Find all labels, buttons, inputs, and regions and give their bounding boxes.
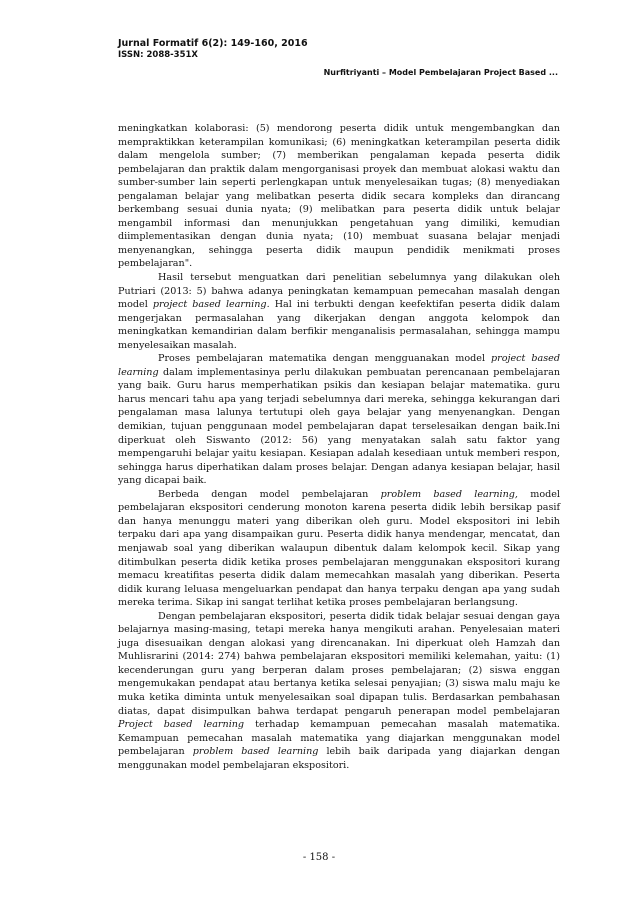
paragraph bbox=[118, 610, 560, 773]
text-run: meningkatkan kolaborasi: (5) mendorong peserta didik untuk mengembangkan dan mempraktikkan keterampilan komunikasi; (6) meningkatkan keterampilan peserta didik dalam mengelola sumber; (7) memberikan pengalaman kepada peserta didik pembelajaran dan praktik dalam mengorganisasi proyek dan membuat alokasi waktu dan sumber-sumber lain seperti perlengkapan untuk menyelesaikan tugas; (8) menyediakan pengalaman belajar yang melibatkan peserta didik secara kompleks dan dirancang berkembang sesuai dunia nyata; (9) melibatkan para peserta didik untuk belajar mengambil informasi dan menunjukkan pengetahuan yang dimiliki, kemudian diimplementasikan dengan dunia nyata; (10) membuat suasana belajar menjadi menyenangkan, sehingga peserta didik maupun pendidik menikmati proses pembelajaran". bbox=[118, 123, 560, 270]
paragraph bbox=[118, 352, 560, 487]
text-run: Proses pembelajaran matematika dengan mengguanakan model bbox=[158, 353, 492, 365]
paragraph bbox=[118, 122, 560, 271]
article-body bbox=[118, 122, 560, 772]
italic-term: Project based learning bbox=[118, 719, 245, 731]
italic-term: project based learning bbox=[152, 299, 267, 311]
journal-citation: Jurnal Formatif 6(2): 149-160, 2016 bbox=[118, 38, 308, 49]
text-run: terhadap kemampuan pemecahan masalah matematika. Kemampuan pemecahan masalah matematika yang diajarkan menggunakan model pembelajaran bbox=[118, 719, 560, 758]
text-run: dalam implementasinya perlu dilakukan pembuatan perencanaan pembelajaran yang baik. Guru harus memperhatikan psikis dan kesiapan belajar matematika. guru harus mencari tahu apa yang terjadi sebelumnya dari mereka, sehingga kekurangan dari pengalaman masa lalunya tertutupi oleh gaya belajar yang menyenangkan. Dengan demikian, tujuan penggunaan model pembelajaran dapat terselesaikan dengan baik.Ini diperkuat oleh Siswanto (2012: 56) yang menyatakan salah satu faktor yang mempengaruhi belajar yaitu kesiapan. Kesiapan adalah kesediaan untuk memberi respon, sehingga harus diperhatikan dalam proses belajar. Dengan adanya kesiapan belajar, hasil yang dicapai baik. bbox=[118, 366, 560, 487]
text-run: lebih baik daripada yang diajarkan dengan menggunakan model pembelajaran ekspositori. bbox=[118, 746, 560, 771]
italic-term: problem based learning bbox=[192, 746, 319, 758]
text-run: Berbeda dengan model pembelajaran bbox=[158, 488, 381, 500]
italic-term: project based learning bbox=[118, 353, 560, 378]
text-run: . Hal ini terbukti dengan keefektifan peserta didik dalam mengerjakan permasalahan yang dikerjakan dengan anggota kelompok dan meningkatkan kemandirian dalam berfikir menganalisis permasalahan, sehingga mampu menyelesaikan masalah. bbox=[118, 299, 560, 351]
text-run: Dengan pembelajaran ekspositori, peserta didik tidak belajar sesuai dengan gaya belajarnya masing-masing, tetapi mereka hanya mengikuti arahan. Penyelesaian materi juga disesuaikan dengan alokasi yang direncanakan. Ini diperkuat oleh Hamzah dan Muhlisrarini (2014: 274) bahwa pembelajaran ekspositori memiliki kelemahan, yaitu: (1) kecenderungan guru yang berperan dalam proses pembelajaran; (2) siswa enggan mengemukakan pendapat atau bertanya ketika selesai penyajian; (3) siswa malu maju ke muka ketika diminta untuk menyelesaikan soal dipapan tulis. Berdasarkan pembahasan diatas, dapat disimpulkan bahwa terdapat pengaruh penerapan model pembelajaran bbox=[118, 610, 560, 717]
page-header bbox=[118, 38, 558, 78]
paragraph bbox=[118, 488, 560, 610]
text-run: Hasil tersebut menguatkan dari penelitian sebelumnya yang dilakukan oleh Putriari (2013: 5) bahwa adanya peningkatan kemampuan pemecahan masalah dengan model bbox=[118, 272, 560, 311]
text-run: model pembelajaran ekspositori cenderung monoton karena peserta didik lebih bersikap pasif dan hanya menunggu materi yang diberikan oleh guru. Model ekspositori ini lebih terpaku dari apa yang disampaikan guru. Peserta didik hanya mendengar, mencatat, dan menjawab soal yang diberikan walaupun dibentuk dalam kelompok kecil. Sikap yang ditimbulkan peserta didik ketika proses pembelajaran menggunakan ekspositori kurang memacu kreatifitas peserta didik dalam memecahkan masalah yang diberikan. Peserta didik kurang leluasa mengeluarkan pendapat dan hanya terpaku dengan apa yang sudah mereka terima. Sikap ini sangat terlihat ketika proses pembelajaran berlangsung. bbox=[118, 488, 560, 609]
issn: ISSN: 2088-351X bbox=[118, 50, 198, 60]
italic-term: problem based learning, bbox=[380, 488, 518, 500]
paragraph bbox=[118, 271, 560, 352]
page-number: - 158 - bbox=[302, 852, 336, 863]
running-title: Nurfitriyanti – Model Pembelajaran Project Based ... bbox=[323, 68, 558, 77]
